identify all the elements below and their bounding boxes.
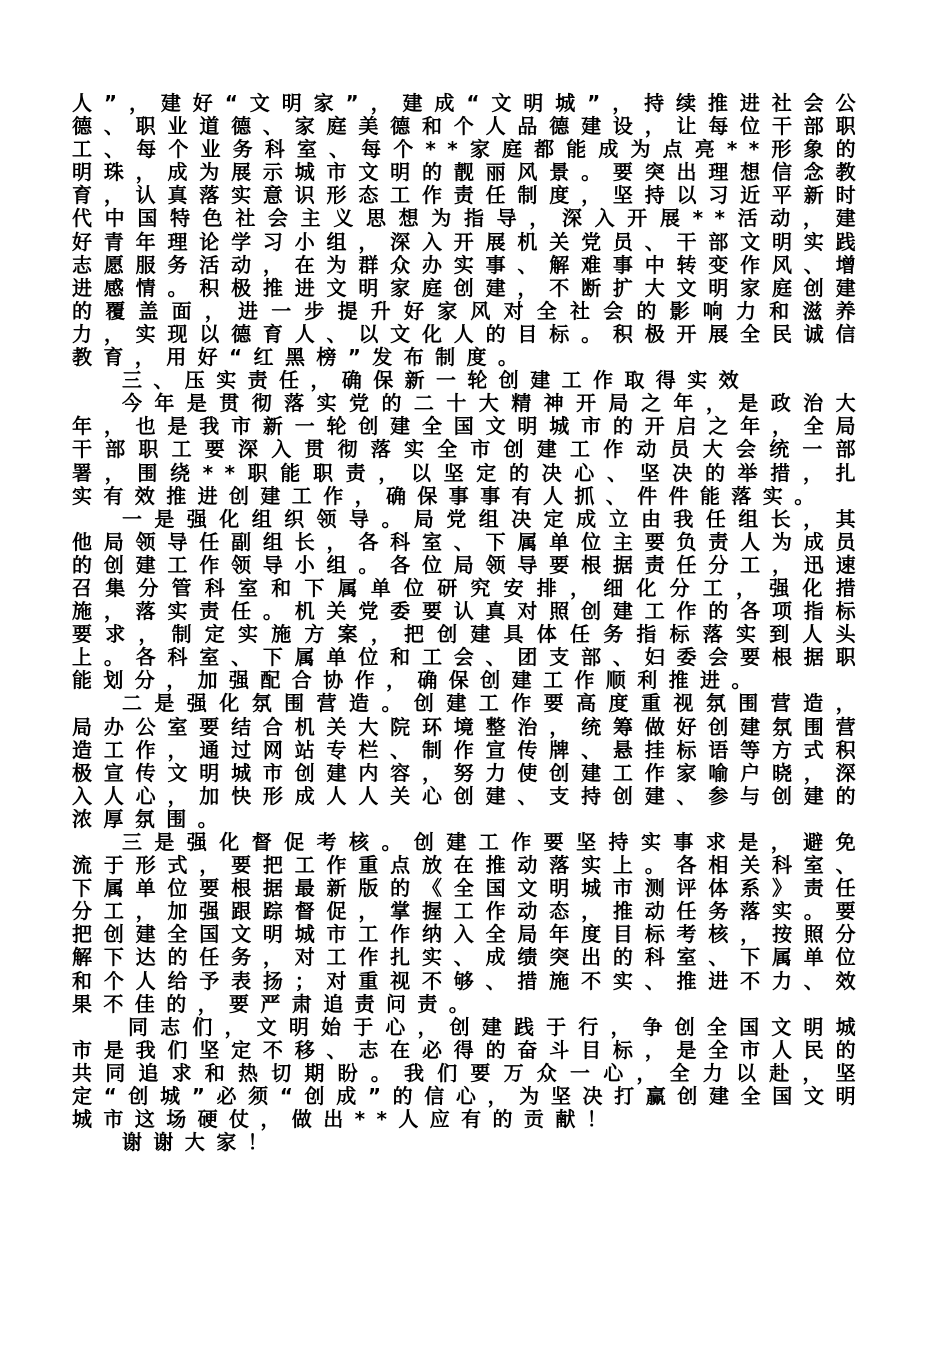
paragraph-intro: 今年是贯彻落实党的二十大精神开局之年，是政治大年，也是我市新一轮创建全国文明城市的开启之年，全局干部职工要深入贯彻落实全市创建工作动员大会统一部署，围绕**职能职责，以坚定的决心、坚决的举措，扎实有效推进创建工作，确保事事有人抓、件件能落实。 [72, 391, 867, 508]
document-body [72, 92, 867, 1154]
section-heading-three: 三、压实责任，确保新一轮创建工作取得实效 [122, 368, 750, 393]
paragraph-point-three: 三是强化督促考核。创建工作要坚持实事求是，避免流于形式，要把工作重点放在推动落实上。各相关科室、下属单位要根据最新版的《全国文明城市测评体系》责任分工，加强跟踪督促，掌握工作动态，推动任务落实。要把创建全国文明城市工作纳入全局年度目标考核，按照分解下达的任务，对工作扎实、成绩突出的科室、下属单位和个人给予表扬；对重视不够、措施不实、推进不力、效果不佳的，要严肃追责问责。 [72, 830, 867, 1016]
closing-thanks: 谢谢大家！ [122, 1130, 279, 1155]
paragraph-conclusion: 同志们，文明始于心，创建践于行，争创全国文明城市是我们坚定不移、志在必得的奋斗目标，是全市人民的共同追求和热切期盼。我们要万众一心，全力以赴，坚定“创城”必须“创成”的信心，为坚决打赢创建全国文明城市这场硬仗，做出**人应有的贡献！ [72, 1014, 867, 1132]
paragraph-point-two: 二是强化氛围营造。创建工作要高度重视氛围营造，局办公室要结合机关大院环境整治，统筹做好创建氛围营造工作，通过网站专栏、制作宣传牌、悬挂标语等方式积极宣传文明城市创建内容，努力使创建工作家喻户晓，深入人心，加快形成人人关心创建、支持创建、参与创建的浓厚氛围。 [72, 691, 867, 831]
paragraph-continuation: 人”，建好“文明家”，建成“文明城”，持续推进社会公德、职业道德、家庭美德和个人品德建设，让每位干部职工、每个业务科室、每个**家庭都能成为点亮**形象的明珠，成为展示城市文明的靓丽风景。要突出理想信念教育，认真落实意识形态工作责任制度，坚持以习近平新时代中国特色社会主义思想为指导，深入开展**活动，建好青年理论学习小组，深入开展机关党员、干部文明实践志愿服务活动，在为群众办实事、解难事中转变作风、增进感情。积极推进文明家庭创建，不断扩大文明家庭创建的覆盖面，进一步提升好家风对全社会的影响力和滋养力，实现以德育人、以文化人的目标。积极开展全民诚信教育，用好“红黑榜”发布制度。 [72, 91, 867, 370]
paragraph-point-one: 一是强化组织领导。局党组决定成立由我任组长，其他局领导任副组长，各科室、下属单位主要负责人为成员的创建工作领导小组。各位局领导要根据责任分工，迅速召集分管科室和下属单位研究安排，细化分工，强化措施，落实责任。机关党委要认真对照创建工作的各项指标要求，制定实施方案，把创建具体任务指标落实到人头上。各科室、下属单位和工会、团支部、妇委会要根据职能划分，加强配合协作，确保创建工作顺利推进。 [72, 506, 867, 693]
